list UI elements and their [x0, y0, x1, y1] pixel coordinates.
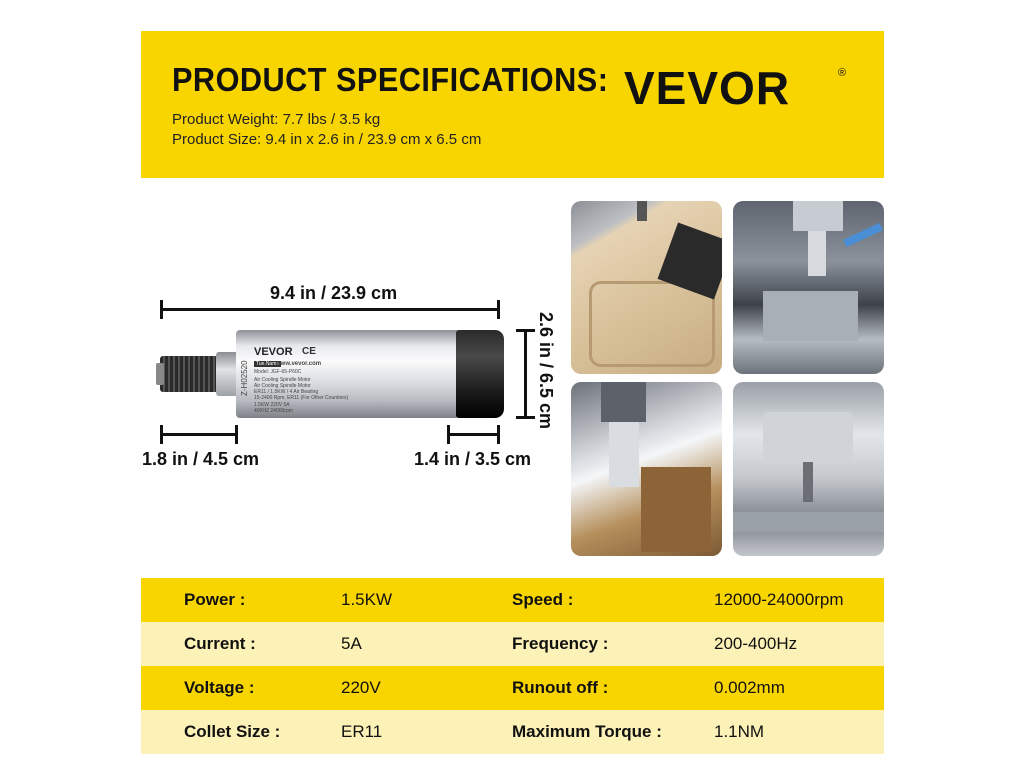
spec-value: 0.002mm: [714, 678, 785, 697]
spec-value: 1.5KW: [341, 590, 393, 609]
spindle-side-text: Z-H02520: [240, 360, 249, 396]
length-dimension-cap-right: [497, 300, 500, 319]
coolant-milling-cutter-photo: [571, 382, 722, 556]
length-dimension-label: 9.4 in / 23.9 cm: [270, 283, 398, 303]
brand-logo: VEVOR: [624, 62, 791, 114]
product-size: Product Size: 9.4 in x 2.6 in / 23.9 cm x 6.5 cm: [172, 131, 482, 148]
diameter-dimension-label: 2.6 in / 6.5 cm: [536, 312, 556, 430]
cap-dimension-line: [448, 433, 499, 436]
spec-label: Speed :: [512, 590, 574, 609]
diameter-dimension-line: [524, 330, 527, 418]
spindle-label-url: www.vevor.com: [276, 361, 322, 367]
nose-dimension-cap-left: [160, 425, 163, 444]
collet-nut: [160, 356, 218, 392]
spindle-label-line5: 1.5KW 220V 5A: [254, 402, 290, 408]
spindle-label-line3: ER11 / 1.5KW / 4 Air Bearing: [254, 389, 319, 395]
spec-value: 1.1NM: [714, 722, 765, 741]
spec-label: Frequency :: [512, 634, 609, 653]
cap-dimension-cap-left: [447, 425, 450, 444]
milling-metal-block-photo: [733, 201, 884, 374]
spec-label: Power :: [184, 590, 246, 609]
spec-label: Current :: [184, 634, 256, 653]
spec-value: 12000-24000rpm: [714, 590, 844, 609]
spec-label: Voltage :: [184, 678, 255, 697]
page-title: PRODUCT SPECIFICATIONS:: [172, 61, 609, 98]
collet-tip: [156, 363, 164, 385]
spindle-label-brand: VEVOR: [254, 346, 293, 358]
spec-value: ER11: [341, 722, 383, 741]
nose-dimension-line: [161, 433, 237, 436]
spindle-label-ce: CE: [302, 346, 316, 357]
product-weight: Product Weight: 7.7 lbs / 3.5 kg: [172, 111, 381, 128]
diameter-dimension-cap-bottom: [516, 416, 535, 419]
specifications-table: [141, 578, 884, 754]
spec-value: 220V: [341, 678, 381, 697]
spec-row: [141, 578, 884, 622]
registered-mark: ®: [838, 67, 847, 79]
spindle-label-line1: Air Cooling Spindle Motor: [254, 377, 311, 383]
spindle-label-model: Model: JGF-65-P60C: [254, 369, 302, 375]
spec-label: Maximum Torque :: [512, 722, 662, 741]
spec-value: 5A: [341, 634, 362, 653]
spec-label: Collet Size :: [184, 722, 281, 741]
spindle-label-line4: 15-2400 Rpm, ER11 (For Other Countries): [254, 395, 349, 401]
specs-header-banner: [141, 31, 884, 178]
cap-dimension-label: 1.4 in / 3.5 cm: [414, 449, 532, 469]
spindle-label-tag: Tue.Name: [256, 361, 280, 367]
spec-row: [141, 666, 884, 710]
cap-dimension-cap-right: [497, 425, 500, 444]
length-dimension-line: [161, 308, 498, 311]
spindle-label-line6: 400HZ 24000rpm: [254, 408, 293, 414]
drill-on-cnc-table-photo: [733, 382, 884, 556]
spindle-nose: [216, 352, 238, 396]
nose-dimension-cap-right: [235, 425, 238, 444]
length-dimension-cap-left: [160, 300, 163, 319]
spec-value: 200-400Hz: [714, 634, 798, 653]
cnc-carved-door-panel-photo: [571, 201, 722, 374]
nose-dimension-label: 1.8 in / 4.5 cm: [142, 449, 260, 469]
spec-label: Runout off :: [512, 678, 609, 697]
spindle-end-cap: [456, 330, 504, 418]
diameter-dimension-cap-top: [516, 329, 535, 332]
spindle-label-line2: Air Cooling Spindle Motor: [254, 383, 311, 389]
spindle-motor-illustration: [204, 330, 504, 418]
spec-row: [141, 710, 884, 754]
spec-row: [141, 622, 884, 666]
